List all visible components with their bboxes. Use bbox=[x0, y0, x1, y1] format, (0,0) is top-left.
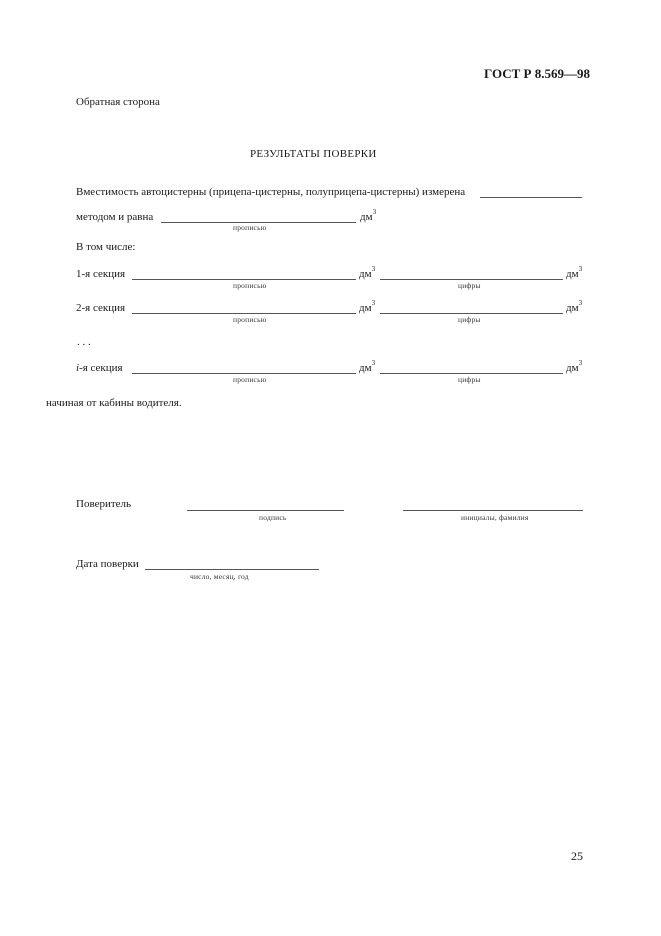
date-field[interactable] bbox=[145, 569, 319, 570]
from-cabin-text: начиная от кабины водителя. bbox=[46, 397, 182, 409]
section-i-words-field[interactable] bbox=[132, 373, 356, 374]
standard-id: ГОСТ Р 8.569—98 bbox=[484, 66, 590, 81]
section-1-digits-caption: цифры bbox=[458, 281, 481, 290]
verifier-signature-field[interactable] bbox=[187, 510, 344, 511]
capacity-unit: $дм^3$ bbox=[360, 208, 377, 223]
ellipsis: . . . bbox=[77, 336, 91, 348]
capacity-words-caption: прописью bbox=[233, 223, 267, 232]
section-1-unit-b: $дм^3$ bbox=[566, 265, 583, 280]
section-1-words-caption: прописью bbox=[233, 281, 267, 290]
section-i-digits-field[interactable] bbox=[380, 373, 563, 374]
section-i-digits-caption: цифры bbox=[458, 375, 481, 384]
capacity-measured-field[interactable] bbox=[480, 197, 582, 198]
verifier-name-field[interactable] bbox=[403, 510, 583, 511]
section-1-words-field[interactable] bbox=[132, 279, 356, 280]
section-title: РЕЗУЛЬТАТЫ ПОВЕРКИ bbox=[250, 148, 377, 160]
page-number: 25 bbox=[571, 849, 583, 863]
capacity-line1-text: Вместимость автоцистерны (прицепа-цистерны, полуприцепа-цистерны) измерена bbox=[76, 186, 466, 198]
section-i-words-caption: прописью bbox=[233, 375, 267, 384]
section-2-digits-field[interactable] bbox=[380, 313, 563, 314]
section-i-label: i-я секция bbox=[76, 362, 123, 374]
section-2-unit-a: $дм^3$ bbox=[359, 299, 376, 314]
section-1-digits-field[interactable] bbox=[380, 279, 563, 280]
including-text: В том числе: bbox=[76, 241, 136, 253]
verifier-name-caption: инициалы, фамилия bbox=[461, 513, 529, 522]
date-label: Дата поверки bbox=[76, 558, 139, 570]
section-2-unit-b: $дм^3$ bbox=[566, 299, 583, 314]
section-2-digits-caption: цифры bbox=[458, 315, 481, 324]
section-i-unit-a: $дм^3$ bbox=[359, 359, 376, 374]
verifier-signature-caption: подпись bbox=[259, 513, 287, 522]
section-1-unit-a: $дм^3$ bbox=[359, 265, 376, 280]
section-i-unit-b: $дм^3$ bbox=[566, 359, 583, 374]
side-label: Обратная сторона bbox=[76, 96, 160, 108]
capacity-line2-text: методом и равна bbox=[76, 211, 154, 223]
section-2-label: 2-я секция bbox=[76, 302, 126, 314]
date-caption: число, месяц, год bbox=[190, 572, 249, 581]
section-2-words-caption: прописью bbox=[233, 315, 267, 324]
section-2-words-field[interactable] bbox=[132, 313, 356, 314]
section-1-label: 1-я секция bbox=[76, 268, 126, 280]
verifier-label: Поверитель bbox=[76, 498, 132, 510]
